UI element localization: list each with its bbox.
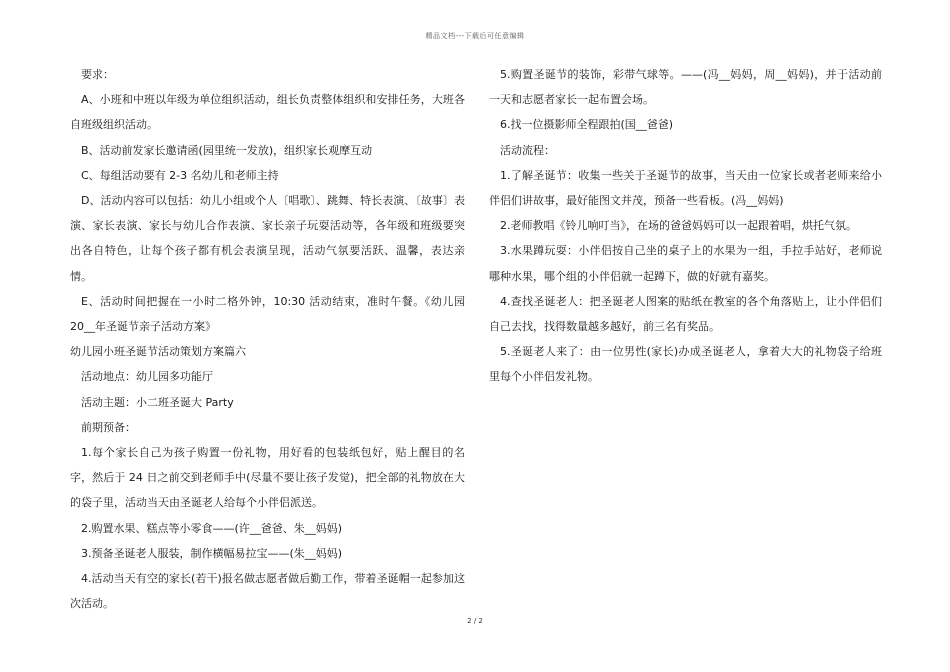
paragraph: 活动地点：幼儿园多功能厅	[81, 370, 213, 384]
paragraph: D、活动内容可以包括：幼儿小组或个人〔唱歌〕、跳舞、特长表演、〔故事〕表演、家长表演、家长与幼儿合作表演、家长亲子玩耍活动等，各年级和班级要突出各自特色，让每个孩子都有机会表演呈现，活动气氛要活跃、温馨，表达亲情。	[70, 194, 465, 283]
paragraph: 活动主题：小二班圣诞大 Party	[81, 395, 234, 409]
paragraph: 4.活动当天有空的家长(若干)报名做志愿者做后勤工作，带着圣诞帽一起参加这次活动。	[70, 572, 465, 611]
paragraph: 前期预备：	[81, 420, 136, 434]
paragraph: C、每组活动要有 2-3 名幼儿和老师主持	[81, 168, 279, 182]
paragraph: B、活动前发家长邀请函(园里统一发放)，组织家长观摩互动	[81, 143, 373, 157]
paragraph: 1.了解圣诞节：收集一些关于圣诞节的故事，当天由一位家长或者老师来给小伴侣们讲故事，最好能图文并茂，预备一些看板。(冯__妈妈)	[489, 168, 882, 208]
paragraph: 活动流程：	[500, 143, 555, 157]
paragraph: 5.圣诞老人来了：由一位男性(家长)办成圣诞老人，拿着大大的礼物袋子给班里每个小伴侣发礼物。	[489, 345, 882, 384]
paragraph: 要求：	[81, 68, 114, 81]
paragraph: A、小班和中班以年级为单位组织活动，组长负责整体组织和安排任务，大班各自班级组织活动。	[70, 93, 465, 132]
paragraph: 3.预备圣诞老人服装，制作横幅易拉宝——(朱__妈妈)	[81, 546, 343, 560]
section-heading: 幼儿园小班圣诞节活动策划方案篇六	[70, 345, 246, 359]
right-column	[489, 62, 882, 390]
left-column	[70, 62, 465, 616]
paragraph: 1.每个家长自己为孩子购置一份礼物，用好看的包装纸包好，贴上醒目的名字，然后于 24 日之前交到老师手中(尽量不要让孩子发觉)，把全部的礼物放在大的袋子里，活动当天由圣诞老人给每个小伴侣派送。	[70, 446, 465, 510]
page-header: 精品文档---下载后可任意编辑	[425, 32, 525, 40]
paragraph: 4.查找圣诞老人：把圣诞老人图案的贴纸在教室的各个角落贴上，让小伴侣们自己去找，找得数量越多越好，前三名有奖品。	[489, 294, 882, 334]
page-number: 2 / 2	[467, 617, 483, 625]
paragraph: 5.购置圣诞节的装饰，彩带气球等。——(冯__妈妈，周__妈妈)，并于活动前一天和志愿者家长一起布置会场。	[489, 68, 882, 107]
paragraph: 2.老师教唱《铃儿响叮当》，在场的爸爸妈妈可以一起跟着唱，烘托气氛。	[500, 219, 857, 233]
paragraph: 2.购置水果、糕点等小零食——(许__爸爸、朱__妈妈)	[81, 521, 343, 535]
paragraph: E、活动时间把握在一小时二格外钟，10:30 活动结束，准时午餐。《幼儿园 20__年圣诞节亲子活动方案》	[70, 294, 465, 334]
paragraph: 3.水果蹲玩耍：小伴侣按自己坐的桌子上的水果为一组，手拉手站好，老师说哪种水果，哪个组的小伴侣就一起蹲下，做的好就有嘉奖。	[489, 244, 882, 283]
paragraph: 6.找一位摄影师全程跟拍(国__爸爸)	[500, 118, 674, 132]
